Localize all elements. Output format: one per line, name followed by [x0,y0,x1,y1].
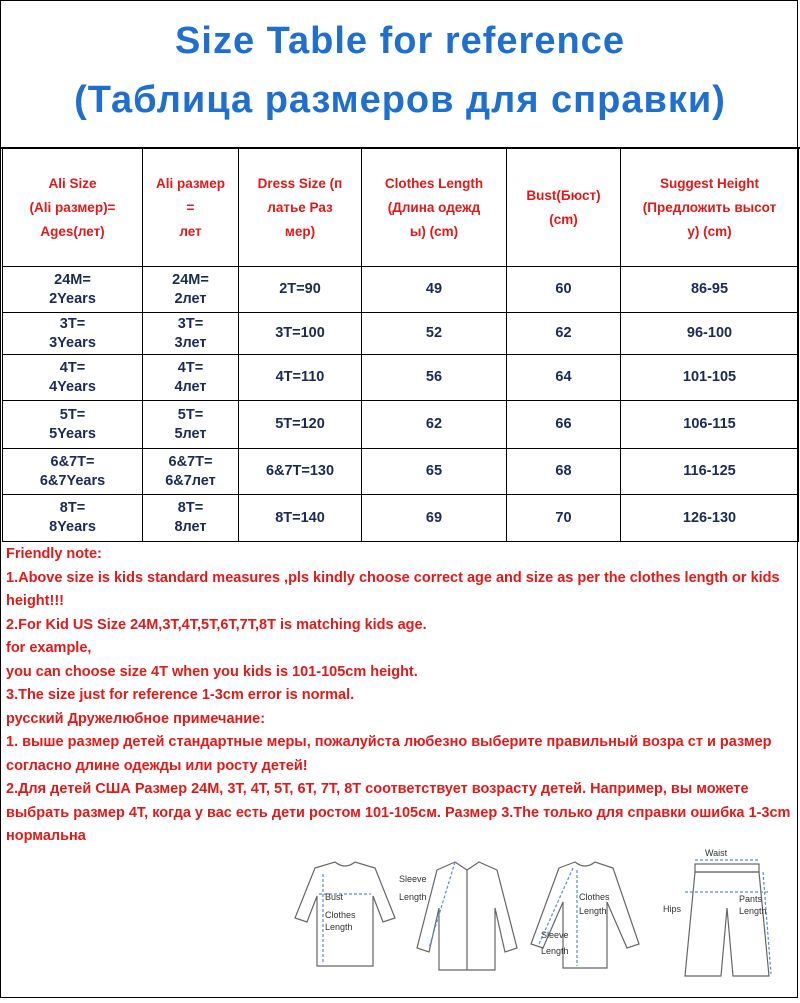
header-line: Dress Size (п [257,175,343,191]
page-subtitle: (Таблица размеров для справки) [74,79,726,121]
table-header-row [3,149,799,267]
cell-ali-razmer [143,313,239,355]
label-bust: Bust [325,892,344,902]
label-waist: Waist [705,848,728,858]
cell-line: 6&7T= [168,453,213,470]
header-line: Ali Size [48,175,97,191]
header-line: мер) [284,223,316,239]
cell-ali-razmer [143,401,239,449]
cell-dress: 8T=140 [239,495,362,542]
cell-length: 62 [362,401,507,449]
label-sleeve-length-2: Length [541,946,569,956]
cell-dress: 3T=100 [239,313,362,355]
cell-length: 49 [362,267,507,313]
cell-height: 106-115 [621,401,799,449]
cell-dress: 5T=120 [239,401,362,449]
header-line: Bust(Бюст) [526,187,601,203]
note-line: 2.Для детей США Размер 24M, 3T, 4T, 5T, 6T, 7T, 8T соответствует возрасту детей. Например, вы можете выбрать размер 4T, когда у вас есть дети ростом 101-105см. Размер 3.The только для справки ошибка 1-3cm нормальна [6,781,791,844]
note-line: 3.The size just for reference 1-3cm error is normal. [6,687,355,703]
cell-line: 5Years [49,425,96,442]
cell-dress: 2T=90 [239,267,362,313]
header-line: (cm) [549,211,578,227]
cell-line: 8Years [49,519,96,535]
page-title: Size Table for reference [175,20,625,62]
cell-line: 3лет [174,334,207,351]
header-line: ы) (cm) [409,223,459,239]
cell-line: 5T= [177,406,204,423]
label-pants: Pants [739,894,763,904]
cell-line: 8T= [59,500,86,516]
note-line: 1. выше размер детей стандартные меры, пожалуйста любезно выберите правильный возра ст и размер согласно длине одежды или росту детей! [6,734,772,774]
cell-ali-size [3,313,143,355]
cell-dress: 6&7T=130 [239,449,362,495]
cell-bust: 62 [507,313,621,355]
cell-ali-razmer [143,267,239,313]
cell-ali-razmer [143,495,239,542]
table-row [3,267,799,313]
label-hips: Hips [663,904,682,914]
header-line: Ali размер [155,175,226,191]
header-clothes-length [362,149,507,267]
cell-line: 24M= [172,271,209,288]
cell-line: 3T= [59,315,86,332]
note-heading: Friendly note: [6,546,102,562]
friendly-notes [6,543,796,849]
size-table [2,148,799,542]
table-row [3,401,799,449]
table-row [3,449,799,495]
cell-ali-size [3,495,143,542]
note-line: 2.For Kid US Size 24M,3T,4T,5T,6T,7T,8T is matching kids age. [6,616,427,633]
header-line: Suggest Height [659,175,759,191]
table-row [3,495,799,542]
measurement-diagrams [277,848,797,998]
cell-length: 65 [362,449,507,495]
label-clothes-2: Clothes [579,892,610,902]
cell-line: 6&7Years [39,472,106,489]
label-length: Length [325,922,353,932]
cell-height: 96-100 [621,313,799,355]
cell-ali-size [3,449,143,495]
header-bust [507,149,621,267]
cell-line: 4Years [49,378,96,395]
cell-line: 2лет [174,290,207,307]
cell-bust: 64 [507,355,621,401]
header-line: у) (cm) [687,223,732,239]
cell-height: 126-130 [621,495,799,542]
cell-bust: 66 [507,401,621,449]
label-sleeve-length: Length [399,892,427,902]
cell-length: 52 [362,313,507,355]
cell-bust: 70 [507,495,621,542]
note-line: you can choose size 4T when you kids is 101-105cm height. [6,663,418,680]
pants-icon [685,860,771,976]
shirt-icon [417,862,517,970]
cell-line: 8лет [174,519,207,535]
cell-length: 56 [362,355,507,401]
cell-height: 86-95 [621,267,799,313]
header-line: = [186,199,195,215]
cell-line: 4T= [59,359,86,376]
cell-line: 5лет [174,425,207,442]
header-ali-razmer [143,149,239,267]
note-line: for example, [6,640,92,656]
cell-line: 24M= [54,271,91,288]
title-block [0,0,800,149]
table-row [3,355,799,401]
table-row [3,313,799,355]
header-line: Clothes Length [384,175,484,191]
header-suggest-height [621,149,799,267]
note-line: 1.Above size is kids standard measures ,pls kindly choose correct age and size as per the clothes length or kids height!!! [6,569,780,609]
cell-height: 101-105 [621,355,799,401]
cell-line: 8T= [177,500,204,516]
cell-line: 5T= [59,406,86,423]
cell-line: 2Years [49,290,96,307]
label-pants-length: Length [739,906,767,916]
cell-ali-size [3,355,143,401]
header-line: (Длина одежд [387,199,481,215]
header-dress-size [239,149,362,267]
cell-bust: 68 [507,449,621,495]
cell-bust: 60 [507,267,621,313]
header-line: латье Раз [267,199,333,215]
header-line: (Предложить высот [642,199,777,215]
cell-line: 3Years [49,334,96,351]
cell-line: 4лет [174,378,207,395]
cell-line: 3T= [177,315,204,332]
label-clothes: Clothes [325,910,356,920]
label-sleeve: Sleeve [399,874,427,884]
cell-dress: 4T=110 [239,355,362,401]
cell-length: 69 [362,495,507,542]
note-heading-ru: русский Дружелюбное примечание: [6,710,266,727]
header-line: (Ali размер)= [29,199,116,215]
cell-height: 116-125 [621,449,799,495]
label-length-2: Length [579,906,607,916]
header-line: лет [179,223,202,239]
cell-ali-size [3,267,143,313]
cell-line: 6&7лет [165,472,216,489]
header-line: Ages(лет) [40,223,105,239]
cell-line: 4T= [177,359,204,376]
cell-ali-razmer [143,449,239,495]
cell-line: 6&7T= [50,453,95,470]
header-ali-size [3,149,143,267]
cell-ali-razmer [143,355,239,401]
garment-illustrations [277,848,797,998]
label-sleeve-2: Sleeve [541,930,569,940]
cell-ali-size [3,401,143,449]
